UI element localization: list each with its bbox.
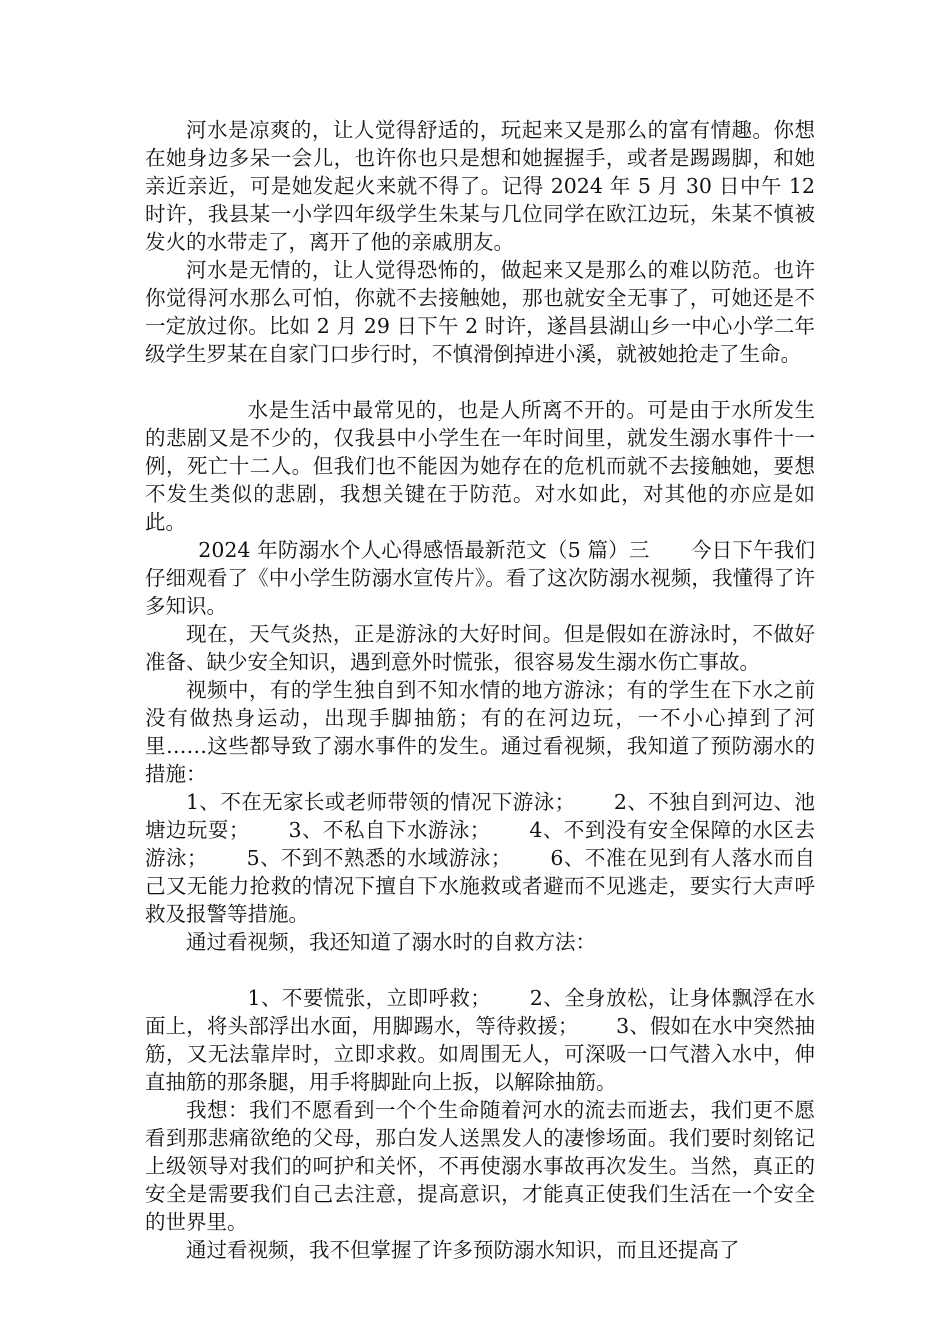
paragraph-10: 我想：我们不愿看到一个个生命随着河水的流去而逝去，我们更不愿看到那悲痛欲绝的父母，那白发人送黑发人的凄惨场面。我们要时刻铭记上级领导对我们的呵护和关怀，不再使溺水事故再次发生。当然，真正的安全是需要我们自己去注意，提高意识，才能真正使我们生活在一个安全的世界里。 (145, 1098, 815, 1234)
paragraph-8: 通过看视频，我还知道了溺水时的自救方法： (186, 930, 596, 954)
document-body (145, 116, 815, 1264)
paragraph-11: 通过看视频，我不但掌握了许多预防溺水知识，而且还提高了 (186, 1238, 740, 1262)
paragraph-9: 1、不要慌张，立即呼救； 2、全身放松，让身体飘浮在水面上，将头部浮出水面，用脚踢水，等待救援； 3、假如在水中突然抽筋，又无法靠岸时，立即求救。如周围无人，可深吸一口气潜入水中，伸直抽筋的那条腿，用手将脚趾向上扳，以解除抽筋。 (145, 986, 815, 1094)
paragraph-5: 现在，天气炎热，正是游泳的大好时间。但是假如在游泳时，不做好准备、缺少安全知识，遇到意外时慌张，很容易发生溺水伤亡事故。 (145, 622, 815, 674)
paragraph-6: 视频中，有的学生独自到不知水情的地方游泳；有的学生在下水之前没有做热身运动，出现手脚抽筋；有的在河边玩，一不小心掉到了河里……这些都导致了溺水事件的发生。通过看视频，我知道了预防溺水的措施： (145, 678, 815, 786)
paragraph-4: 2024 年防溺水个人心得感悟最新范文（5 篇）三 今日下午我们仔细观看了《中小学生防溺水宣传片》。看了这次防溺水视频，我懂得了许多知识。 (145, 538, 815, 618)
paragraph-7: 1、不在无家长或老师带领的情况下游泳； 2、不独自到河边、池塘边玩耍； 3、不私自下水游泳； 4、不到没有安全保障的水区去游泳； 5、不到不熟悉的水域游泳； 6、不准在见到有人落水而自己又无能力抢救的情况下擅自下水施救或者避而不见逃走，要实行大声呼救及报警等措施。 (145, 790, 815, 926)
paragraph-gap (145, 368, 815, 396)
paragraph-gap (145, 956, 815, 984)
paragraph-3: 水是生活中最常见的，也是人所离不开的。可是由于水所发生的悲剧又是不少的，仅我县中小学生在一年时间里，就发生溺水事件十一例，死亡十二人。但我们也不能因为她存在的危机而就不去接触她，要想不发生类似的悲剧，我想关键在于防范。对水如此，对其他的亦应是如此。 (145, 398, 815, 534)
paragraph-2: 河水是无情的，让人觉得恐怖的，做起来又是那么的难以防范。也许你觉得河水那么可怕，你就不去接触她，那也就安全无事了，可她还是不一定放过你。比如 2 月 29 日下午 2 时许，遂昌县湖山乡一中心小学二年级学生罗某在自家门口步行时，不慎滑倒掉进小溪，就被她抢走了生命。 (145, 258, 815, 366)
paragraph-1: 河水是凉爽的，让人觉得舒适的，玩起来又是那么的富有情趣。你想在她身边多呆一会儿，也许你也只是想和她握握手，或者是踢踢脚，和她亲近亲近，可是她发起火来就不得了。记得 2024 年 5 月 30 日中午 12 时许，我县某一小学四年级学生朱某与几位同学在欧江边玩，朱某不慎被发火的水带走了，离开了他的亲戚朋友。 (145, 118, 815, 254)
